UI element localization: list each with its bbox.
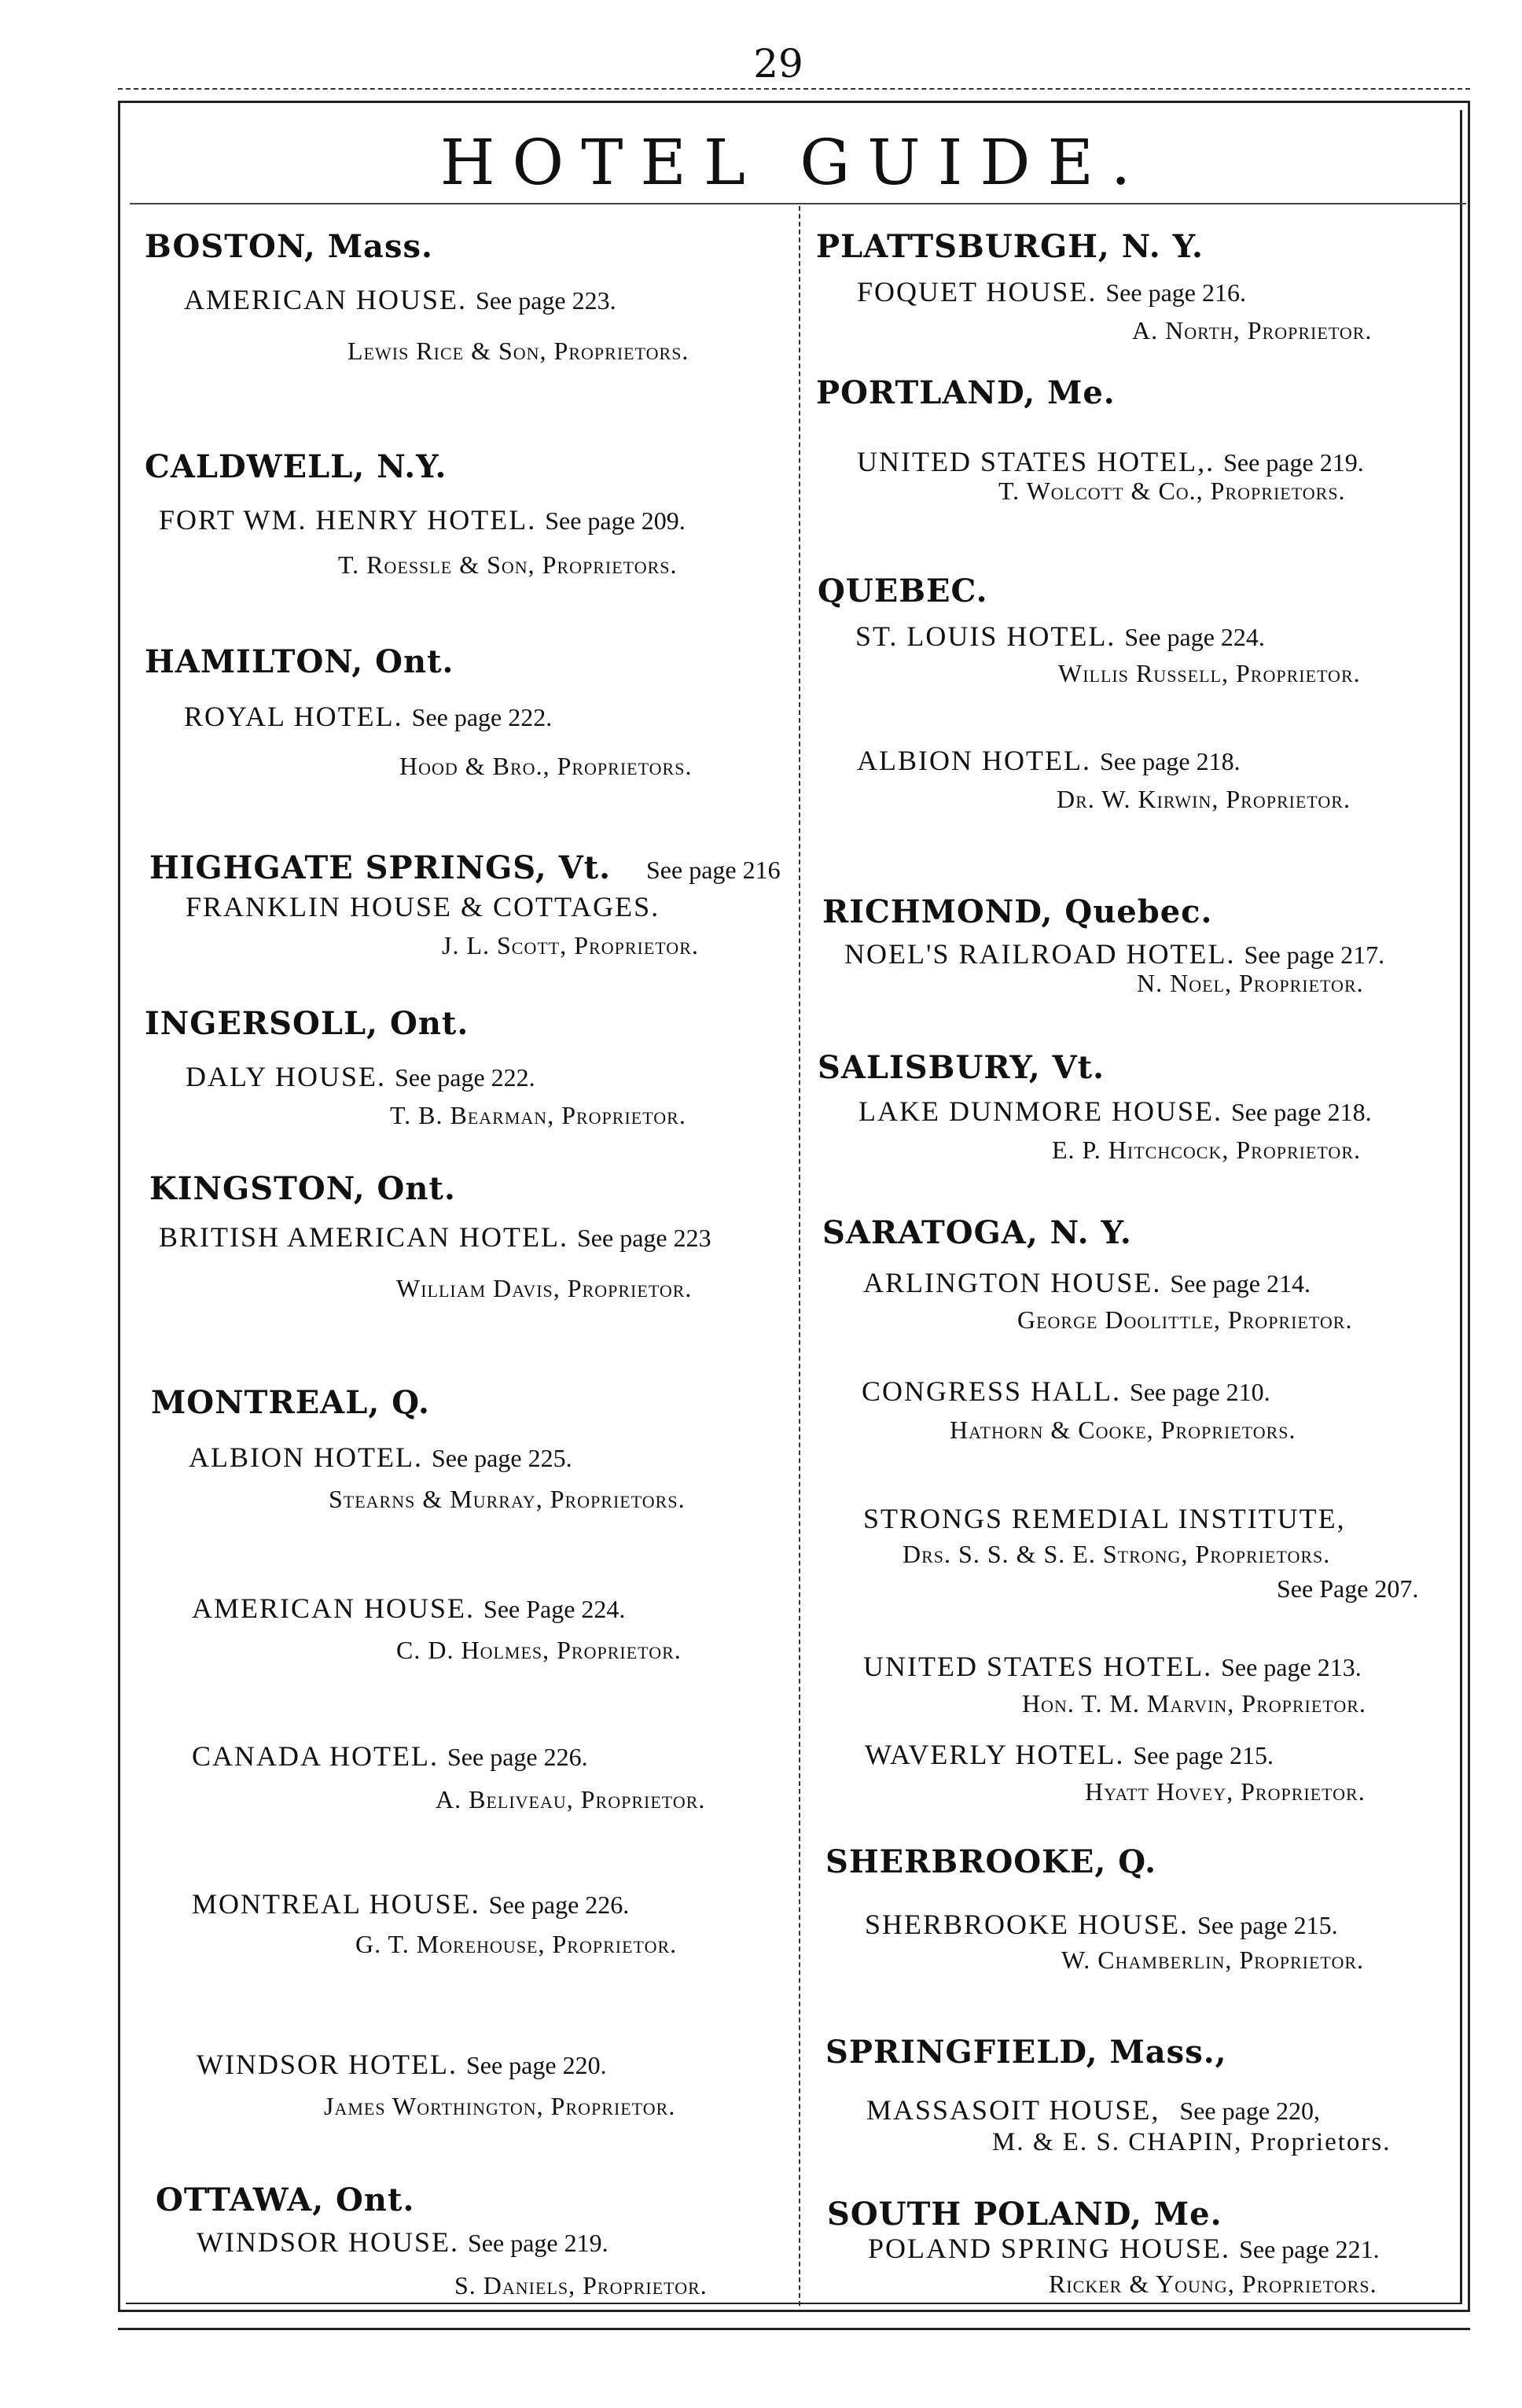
hotel-proprietor: Hyatt Hovey, Proprietor.	[1085, 1777, 1366, 1806]
see-page-ref: See page 219.	[1223, 448, 1364, 477]
hotel-name: FORT WM. HENRY HOTEL. See page 209.	[159, 504, 686, 536]
hotel-name: STRONGS REMEDIAL INSTITUTE,	[863, 1503, 1346, 1534]
hotel-name: FOQUET HOUSE. See page 216.	[857, 276, 1246, 307]
title-rule	[130, 203, 1466, 204]
hotel-proprietor: W. Chamberlin, Proprietor.	[1061, 1946, 1365, 1974]
hotel-proprietor: Hon. T. M. Marvin, Proprietor.	[1022, 1689, 1366, 1718]
hotel-proprietor: Lewis Rice & Son, Proprietors.	[347, 337, 689, 365]
hotel-name: FRANKLIN HOUSE & COTTAGES.	[186, 891, 660, 922]
see-page-ref: See page 226.	[488, 1891, 630, 1919]
hotel-proprietor: A. North, Proprietor.	[1132, 316, 1373, 344]
hotel-name: ALBION HOTEL. See page 225.	[189, 1441, 572, 1473]
city-heading: SHERBROOKE, Q.	[825, 1843, 1157, 1880]
hotel-proprietor: E. P. Hitchcock, Proprietor.	[1052, 1136, 1361, 1164]
see-page-ref: See page 223.	[476, 286, 616, 315]
hotel-name: ARLINGTON HOUSE. See page 214.	[863, 1267, 1311, 1298]
hotel-proprietor: Ricker & Young, Proprietors.	[1049, 2270, 1377, 2298]
city-heading: BOSTON, Mass.	[145, 228, 433, 265]
city-heading: INGERSOLL, Ont.	[145, 1005, 469, 1042]
hotel-proprietor: T. Roessle & Son, Proprietors.	[338, 550, 678, 579]
see-page-ref: See page 213.	[1221, 1653, 1362, 1681]
hotel-proprietor: T. Wolcott & Co., Proprietors.	[998, 477, 1346, 505]
hotel-name: UNITED STATES HOTEL,. See page 219.	[857, 446, 1364, 477]
hotel-proprietor: James Worthington, Proprietor.	[324, 2092, 676, 2120]
hotel-name: WINDSOR HOUSE. See page 219.	[197, 2226, 608, 2258]
city-heading: RICHMOND, Quebec.	[822, 893, 1213, 930]
city-heading: SALISBURY, Vt.	[818, 1049, 1105, 1086]
hotel-proprietor: N. Noel, Proprietor.	[1137, 969, 1364, 997]
page-number: 29	[753, 41, 803, 87]
see-page-ref: See page 223	[577, 1224, 711, 1252]
hotel-name: ST. LOUIS HOTEL. See page 224.	[855, 620, 1265, 652]
hotel-proprietor: Dr. W. Kirwin, Proprietor.	[1057, 785, 1351, 813]
city-heading: PLATTSBURGH, N. Y.	[816, 228, 1204, 265]
see-page-ref: See page 220,	[1179, 2097, 1321, 2125]
see-page-ref: See page 222.	[411, 703, 553, 731]
city-heading: HIGHGATE SPRINGS, Vt. See page 216	[149, 849, 781, 886]
see-page-ref: See page 216.	[1105, 278, 1246, 307]
hotel-proprietor: T. B. Bearman, Proprietor.	[390, 1101, 686, 1129]
city-heading: QUEBEC.	[818, 573, 988, 609]
city-heading: KINGSTON, Ont.	[149, 1170, 456, 1207]
see-page-ref: See page 220.	[465, 2051, 607, 2079]
hotel-proprietor: S. Daniels, Proprietor.	[454, 2271, 708, 2299]
hotel-name: CANADA HOTEL. See page 226.	[192, 1740, 588, 1772]
hotel-name: UNITED STATES HOTEL. See page 213.	[863, 1651, 1362, 1682]
page-title: HOTEL GUIDE.	[439, 126, 1149, 199]
city-heading: SOUTH POLAND, Me.	[827, 2196, 1222, 2233]
see-page-ref: See page 210.	[1130, 1378, 1270, 1406]
hotel-proprietor: Hood & Bro., Proprietors.	[399, 752, 693, 780]
hotel-name: ROYAL HOTEL. See page 222.	[184, 701, 553, 732]
hotel-proprietor: Stearns & Murray, Proprietors.	[329, 1485, 686, 1513]
hotel-name: SHERBROOKE HOUSE. See page 215.	[865, 1909, 1338, 1940]
hotel-name: POLAND SPRING HOUSE. See page 221.	[868, 2233, 1380, 2264]
hotel-name: MONTREAL HOUSE. See page 226.	[192, 1888, 630, 1920]
hotel-name: NOEL'S RAILROAD HOTEL. See page 217.	[844, 938, 1385, 970]
hotel-name: AMERICAN HOUSE. See Page 224.	[192, 1592, 626, 1624]
page-number-rule	[118, 88, 1470, 90]
hotel-name: CONGRESS HALL. See page 210.	[862, 1375, 1270, 1407]
city-heading: CALDWELL, N.Y.	[145, 448, 447, 485]
hotel-proprietor: J. L. Scott, Proprietor.	[442, 931, 699, 959]
page-frame-inner	[126, 110, 1462, 2304]
see-page-ref: See page 218.	[1099, 747, 1241, 775]
see-page-ref: See page 221.	[1239, 2235, 1380, 2263]
see-page-ref: See page 222.	[395, 1063, 535, 1092]
hotel-proprietor: Willis Russell, Proprietor.	[1058, 659, 1361, 687]
see-page-ref: See page 226.	[447, 1743, 588, 1771]
hotel-name: AMERICAN HOUSE. See page 223.	[184, 284, 616, 315]
hotel-proprietor: M. & E. S. CHAPIN, Proprietors.	[992, 2128, 1391, 2156]
hotel-proprietor: Drs. S. S. & S. E. Strong, Proprietors.	[903, 1540, 1331, 1568]
city-heading: SARATOGA, N. Y.	[822, 1214, 1132, 1251]
hotel-proprietor: George Doolittle, Proprietor.	[1017, 1305, 1353, 1334]
see-page-ref: See page 209.	[545, 506, 686, 535]
see-page-ref: See page 218.	[1231, 1098, 1372, 1126]
hotel-proprietor: A. Beliveau, Proprietor.	[436, 1785, 706, 1813]
city-heading: HAMILTON, Ont.	[145, 643, 454, 680]
see-page-ref: See Page 224.	[483, 1595, 626, 1623]
city-heading: OTTAWA, Ont.	[156, 2182, 415, 2218]
see-page-ref: See page 224.	[1124, 623, 1265, 651]
hotel-proprietor: William Davis, Proprietor.	[396, 1274, 693, 1302]
see-page-ref: See page 217.	[1244, 941, 1385, 969]
hotel-name: WAVERLY HOTEL. See page 215.	[865, 1739, 1274, 1770]
hotel-proprietor: C. D. Holmes, Proprietor.	[396, 1636, 682, 1664]
city-heading: MONTREAL, Q.	[151, 1384, 430, 1421]
city-heading: PORTLAND, Me.	[816, 374, 1116, 411]
hotel-name: LAKE DUNMORE HOUSE. See page 218.	[858, 1095, 1372, 1127]
column-divider	[799, 206, 800, 2306]
hotel-name: DALY HOUSE. See page 222.	[186, 1061, 535, 1092]
see-page-ref: See page 215.	[1197, 1911, 1338, 1939]
hotel-proprietor: G. T. Morehouse, Proprietor.	[355, 1930, 678, 1958]
see-page-ref: See Page 207.	[1277, 1574, 1419, 1603]
hotel-name: BRITISH AMERICAN HOTEL. See page 223	[159, 1221, 711, 1253]
hotel-name: WINDSOR HOTEL. See page 220.	[197, 2049, 607, 2080]
see-page-ref: See page 219.	[468, 2229, 608, 2257]
bottom-rule	[118, 2328, 1470, 2330]
see-page-ref: See page 225.	[431, 1444, 572, 1472]
hotel-name: MASSASOIT HOUSE, See page 220,	[866, 2094, 1321, 2126]
hotel-name: ALBION HOTEL. See page 218.	[857, 745, 1241, 776]
see-page-ref: See page 214.	[1170, 1269, 1311, 1298]
see-page-ref: See page 215.	[1133, 1741, 1274, 1769]
see-page-ref: See page 216	[645, 856, 781, 884]
city-heading: SPRINGFIELD, Mass.,	[825, 2034, 1227, 2071]
hotel-proprietor: Hathorn & Cooke, Proprietors.	[950, 1416, 1296, 1444]
